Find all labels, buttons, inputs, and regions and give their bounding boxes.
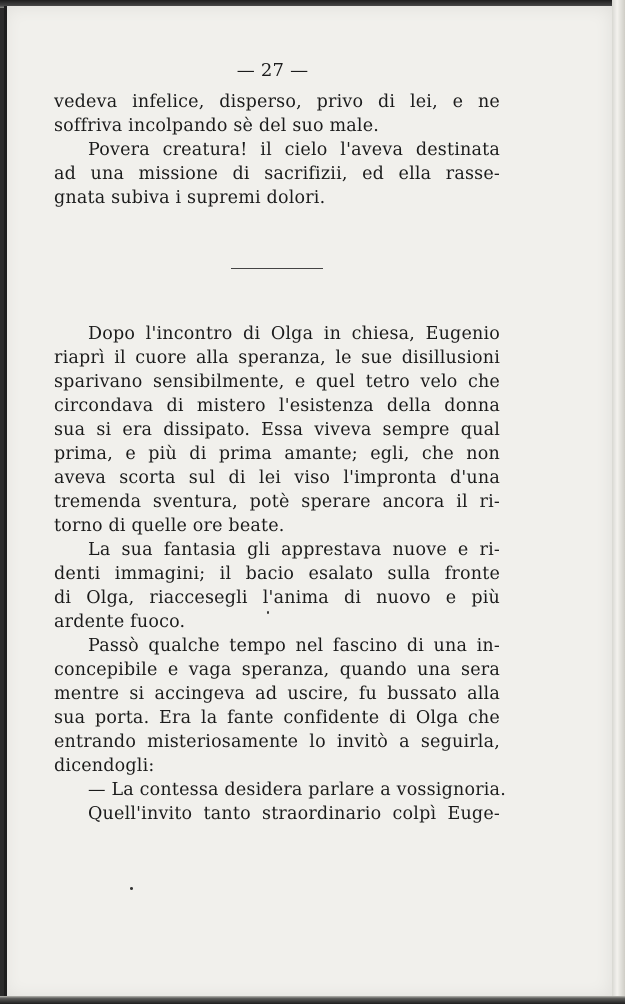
text-line: prima, e più di prima amante; egli, che non [54, 444, 500, 464]
text-line: tremenda sventura, potè sperare ancora il ri- [54, 492, 500, 512]
scan-bottom-edge [0, 996, 625, 1004]
text-line: ad una missione di sacrifizii, ed ella rasse- [54, 164, 500, 184]
text-line: La sua fantasia gli apprestava nuove e ri- [88, 540, 500, 560]
text-line: entrando misteriosamente lo invitò a seguirla, [54, 732, 500, 752]
text-line: concepibile e vaga speranza, quando una sera [54, 660, 500, 680]
text-line: Povera creatura! il cielo l'aveva destinata [88, 140, 500, 160]
text-line: gnata subiva i supremi dolori. [54, 188, 326, 208]
section-separator [231, 268, 323, 269]
scan-right-edge [612, 0, 625, 1004]
text-line: sparivano sensibilmente, e quel tetro velo che [54, 372, 500, 392]
text-line: mentre si accingeva ad uscire, fu bussato alla [54, 684, 500, 704]
text-line: vedeva infelice, disperso, privo di lei, e ne [54, 92, 500, 112]
text-line: sua si era dissipato. Essa viveva sempre qual [54, 420, 500, 440]
text-line: Quell'invito tanto straordinario colpì Euge- [88, 804, 500, 824]
page-number: — 27 — [236, 60, 309, 81]
text-line: ardente fuoco. [54, 612, 186, 632]
text-line: soffriva incolpando sè del suo male. [54, 116, 380, 136]
text-line: aveva scorta sul di lei viso l'impronta d'una [54, 468, 500, 488]
text-line: — La contessa desidera parlare a vossignoria. [88, 780, 506, 800]
text-line: riaprì il cuore alla speranza, le sue disillusioni [54, 348, 500, 368]
text-line: circondava di mistero l'esistenza della donna [54, 396, 500, 416]
text-line: di Olga, riaccesegli l'anima di nuovo e più [54, 588, 500, 608]
text-line: dicendogli: [54, 756, 155, 776]
text-line: denti immagini; il bacio esalato sulla fronte [54, 564, 500, 584]
text-line: torno di quelle ore beate. [54, 516, 285, 536]
scan-speck [130, 887, 133, 890]
text-line: Dopo l'incontro di Olga in chiesa, Eugenio [88, 324, 500, 344]
text-line: Passò qualche tempo nel fascino di una in- [88, 636, 500, 656]
text-line: sua porta. Era la fante confidente di Olga che [54, 708, 500, 728]
scan-speck [267, 611, 269, 614]
scan-left-edge [4, 6, 7, 998]
